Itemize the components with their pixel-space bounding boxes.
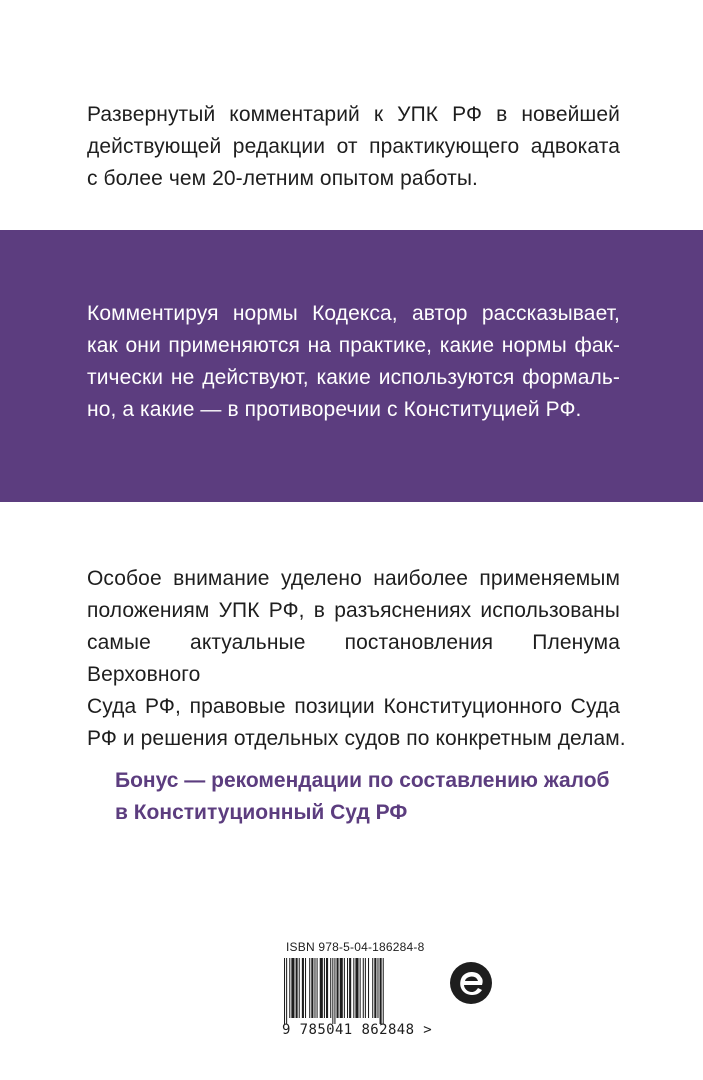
- bonus-line: в Конституционный Суд РФ: [115, 801, 408, 824]
- details-line: Особое внимание уделено наиболее применяемым: [87, 567, 620, 590]
- barcode-bar: [344, 958, 345, 1018]
- eksmo-logo-icon: [448, 960, 494, 1006]
- details-line: положениям УПК РФ, в разъяснениях использованы: [87, 599, 620, 622]
- barcode-bar: [380, 958, 382, 1024]
- barcode-bar: [372, 958, 373, 1018]
- barcode-bar: [355, 958, 358, 1018]
- barcode-bar: [309, 958, 310, 1018]
- barcode-digits: 9 785041 862848 >: [282, 1022, 433, 1038]
- barcode-bar: [302, 958, 304, 1018]
- barcode-bar: [314, 958, 315, 1018]
- intro-paragraph: [87, 99, 620, 195]
- details-line: РФ и решения отдельных судов по конкретным делам.: [87, 727, 626, 750]
- bonus-note: [115, 765, 610, 829]
- barcode-bar: [289, 958, 290, 1018]
- barcode-bar: [286, 958, 287, 1024]
- barcode-bar: [305, 958, 306, 1018]
- band-paragraph: [87, 298, 620, 426]
- purple-band: [0, 230, 703, 502]
- barcode-bar: [330, 958, 331, 1018]
- barcode-bar: [332, 958, 333, 1024]
- barcode-bar: [299, 958, 300, 1018]
- barcode-bar: [374, 958, 376, 1018]
- band-line: как они применяются на практике, какие нормы фак-: [87, 334, 620, 357]
- barcode-bar: [326, 958, 328, 1018]
- details-line: Суда РФ, правовые позиции Конституционного Суда: [87, 695, 620, 718]
- barcode-bar: [365, 958, 366, 1018]
- barcode-bar: [284, 958, 285, 1024]
- details-paragraph: [87, 563, 626, 755]
- barcode-bar: [337, 958, 339, 1018]
- barcode-bar: [368, 958, 369, 1018]
- barcode-bar: [320, 958, 323, 1018]
- intro-line: с более чем 20-летним опытом работы.: [87, 167, 478, 190]
- barcode-bar: [349, 958, 351, 1018]
- barcode-bar: [296, 958, 298, 1018]
- barcode-bar: [377, 958, 378, 1018]
- band-line: тически не действуют, какие используются формаль-: [87, 366, 620, 389]
- barcode-bar: [317, 958, 318, 1018]
- isbn-number: ISBN 978-5-04-186284-8: [286, 940, 425, 954]
- bonus-line: Бонус — рекомендации по составлению жалоб: [115, 769, 610, 792]
- barcode-bar: [291, 958, 294, 1018]
- barcode-bar: [340, 958, 343, 1018]
- intro-line: действующей редакции от практикующего адвоката: [87, 135, 620, 158]
- isbn-barcode: [282, 940, 442, 1048]
- band-line: Комментируя нормы Кодекса, автор рассказывает,: [87, 302, 620, 325]
- barcode-bars-icon: [284, 958, 434, 1024]
- barcode-bar: [311, 958, 313, 1018]
- barcode-bar: [383, 958, 384, 1024]
- barcode-bar: [347, 958, 348, 1018]
- details-line: самые актуальные постановления Пленума Верховного: [87, 631, 620, 686]
- barcode-bar: [360, 958, 361, 1018]
- intro-line: Развернутый комментарий к УПК РФ в новейшей: [87, 103, 620, 126]
- barcode-bar: [324, 958, 325, 1018]
- barcode-bar: [363, 958, 364, 1018]
- barcode-bar: [353, 958, 354, 1018]
- barcode-bar: [334, 958, 335, 1024]
- band-line: но, а какие — в противоречии с Конституцией РФ.: [87, 398, 582, 421]
